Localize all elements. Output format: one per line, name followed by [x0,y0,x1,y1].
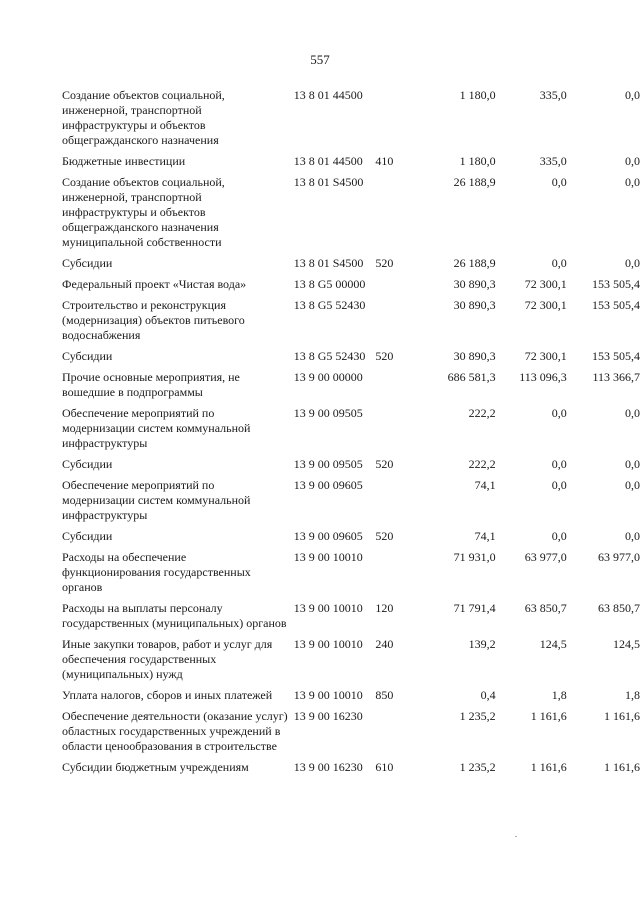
row-amount-year3: 1 161,6 [604,760,640,774]
row-name: Расходы на обеспечение функционирования государственных органов [62,550,251,594]
row-name: Расходы на выплаты персоналу государственных (муниципальных) органов [62,601,287,630]
row-amount-year3: 0,0 [625,256,640,270]
row-target-code: 13 9 00 10010 [293,637,363,651]
row-amount-year1: 1 180,0 [459,88,496,102]
row-target-code: 13 8 G5 00000 [293,277,366,291]
row-name: Строительство и реконструкция (модернизация) объектов питьевого водоснабжения [62,298,245,342]
row-target-code: 13 9 00 09505 [293,457,363,471]
table-row [62,370,640,406]
row-name: Иные закупки товаров, работ и услуг для обеспечения государственных (муниципальных) нужд [62,637,273,681]
row-target-code: 13 8 01 44500 [293,88,363,102]
row-amount-year3: 1 161,6 [604,709,640,723]
table-row [62,529,640,550]
row-amount-year1: 71 931,0 [453,550,496,564]
row-amount-year3: 0,0 [625,175,640,189]
row-target-code: 13 9 00 00000 [293,370,363,384]
row-target-code: 13 8 G5 52430 [293,349,366,363]
row-amount-year2: 124,5 [539,637,567,651]
row-amount-year1: 74,1 [474,478,496,492]
row-target-code: 13 9 00 09505 [293,406,363,420]
row-amount-year2: 335,0 [539,154,567,168]
row-amount-year2: 1,8 [551,688,567,702]
row-target-code: 13 8 01 S4500 [293,256,364,270]
row-amount-year2: 0,0 [551,529,567,543]
row-amount-year2: 1 161,6 [530,760,567,774]
row-name: Федеральный проект «Чистая вода» [62,277,247,291]
table-row [62,277,640,298]
row-name: Субсидии [62,529,113,543]
row-amount-year1: 139,2 [468,637,496,651]
row-expense-type: 610 [375,760,394,774]
row-target-code: 13 9 00 09605 [293,529,363,543]
row-amount-year2: 63 850,7 [524,601,567,615]
row-amount-year1: 222,2 [468,406,496,420]
row-amount-year3: 153 505,4 [592,349,640,363]
table-row [62,406,640,457]
table-row [62,478,640,529]
row-amount-year2: 113 096,3 [519,370,567,384]
table-row [62,175,640,256]
row-expense-type: 850 [375,688,394,702]
row-amount-year3: 0,0 [625,154,640,168]
table-row [62,349,640,370]
row-amount-year3: 63 977,0 [598,550,640,564]
row-amount-year2: 0,0 [551,478,567,492]
row-amount-year1: 30 890,3 [453,349,496,363]
table-row [62,457,640,478]
row-amount-year1: 71 791,4 [453,601,496,615]
row-target-code: 13 9 00 10010 [293,688,363,702]
row-amount-year3: 113 366,7 [592,370,640,384]
row-expense-type [375,88,403,154]
budget-table [62,88,640,781]
row-expense-type [375,550,403,601]
table-row [62,256,640,277]
row-expense-type [375,370,403,406]
row-expense-type: 120 [375,601,394,615]
row-amount-year1: 30 890,3 [453,277,496,291]
row-expense-type [375,175,403,256]
row-amount-year2: 72 300,1 [524,277,567,291]
table-row [62,709,640,760]
table-row [62,760,640,781]
row-amount-year1: 26 188,9 [453,175,496,189]
row-amount-year2: 63 977,0 [524,550,567,564]
row-name: Создание объектов социальной, инженерной, транспортной инфраструктуры и объектов общегражданского назначения муниципальной собственности [62,175,225,249]
table-row [62,637,640,688]
row-amount-year1: 1 235,2 [459,709,496,723]
scan-artifact [515,836,517,837]
row-name: Субсидии [62,457,113,471]
row-target-code: 13 8 01 44500 [293,154,363,168]
row-target-code: 13 9 00 10010 [293,601,363,615]
row-amount-year1: 1 180,0 [459,154,496,168]
row-name: Обеспечение деятельности (оказание услуг) областных государственных учреждений в области ценообразования в строительстве [62,709,288,753]
row-amount-year2: 0,0 [551,406,567,420]
table-row [62,550,640,601]
row-name: Субсидии [62,349,113,363]
row-amount-year3: 153 505,4 [592,298,640,312]
row-name: Субсидии бюджетным учреждениям [62,760,249,774]
row-expense-type: 520 [375,457,394,471]
row-expense-type [375,277,403,298]
row-target-code: 13 8 01 S4500 [293,175,364,189]
row-amount-year1: 1 235,2 [459,760,496,774]
row-expense-type: 520 [375,529,394,543]
row-expense-type [375,709,403,760]
row-name: Уплата налогов, сборов и иных платежей [62,688,273,702]
row-expense-type [375,406,403,457]
row-amount-year2: 335,0 [539,88,567,102]
row-amount-year3: 153 505,4 [592,277,640,291]
row-expense-type: 520 [375,256,394,270]
row-amount-year1: 686 581,3 [447,370,496,384]
row-name: Обеспечение мероприятий по модернизации систем коммунальной инфраструктуры [62,406,251,450]
row-target-code: 13 9 00 09605 [293,478,363,492]
row-amount-year2: 0,0 [551,256,567,270]
row-target-code: 13 9 00 10010 [293,550,363,564]
row-name: Субсидии [62,256,113,270]
table-row [62,298,640,349]
row-amount-year2: 72 300,1 [524,298,567,312]
table-row [62,88,640,154]
row-name: Создание объектов социальной, инженерной, транспортной инфраструктуры и объектов общегражданского назначения [62,88,225,147]
table-row [62,601,640,637]
row-expense-type: 520 [375,349,394,363]
row-name: Обеспечение мероприятий по модернизации систем коммунальной инфраструктуры [62,478,251,522]
row-expense-type [375,298,403,349]
row-amount-year3: 63 850,7 [598,601,640,615]
row-amount-year2: 1 161,6 [530,709,567,723]
page-number: 557 [310,52,330,67]
table-row [62,688,640,709]
row-name: Прочие основные мероприятия, не вошедшие в подпрограммы [62,370,240,399]
row-amount-year1: 26 188,9 [453,256,496,270]
row-amount-year1: 0,4 [480,688,496,702]
row-amount-year3: 0,0 [625,478,640,492]
row-expense-type [375,478,403,529]
row-amount-year2: 0,0 [551,457,567,471]
row-amount-year1: 74,1 [474,529,496,543]
row-amount-year3: 0,0 [625,88,640,102]
row-target-code: 13 9 00 16230 [293,760,363,774]
row-amount-year2: 0,0 [551,175,567,189]
row-amount-year3: 0,0 [625,457,640,471]
row-target-code: 13 8 G5 52430 [293,298,366,312]
row-expense-type: 240 [375,637,394,651]
row-amount-year1: 30 890,3 [453,298,496,312]
row-amount-year1: 222,2 [468,457,496,471]
row-amount-year3: 0,0 [625,529,640,543]
row-expense-type: 410 [375,154,394,168]
row-amount-year2: 72 300,1 [524,349,567,363]
row-amount-year3: 124,5 [613,637,640,651]
table-row [62,154,640,175]
row-target-code: 13 9 00 16230 [293,709,363,723]
row-amount-year3: 1,8 [625,688,640,702]
row-name: Бюджетные инвестиции [62,154,186,168]
row-amount-year3: 0,0 [625,406,640,420]
